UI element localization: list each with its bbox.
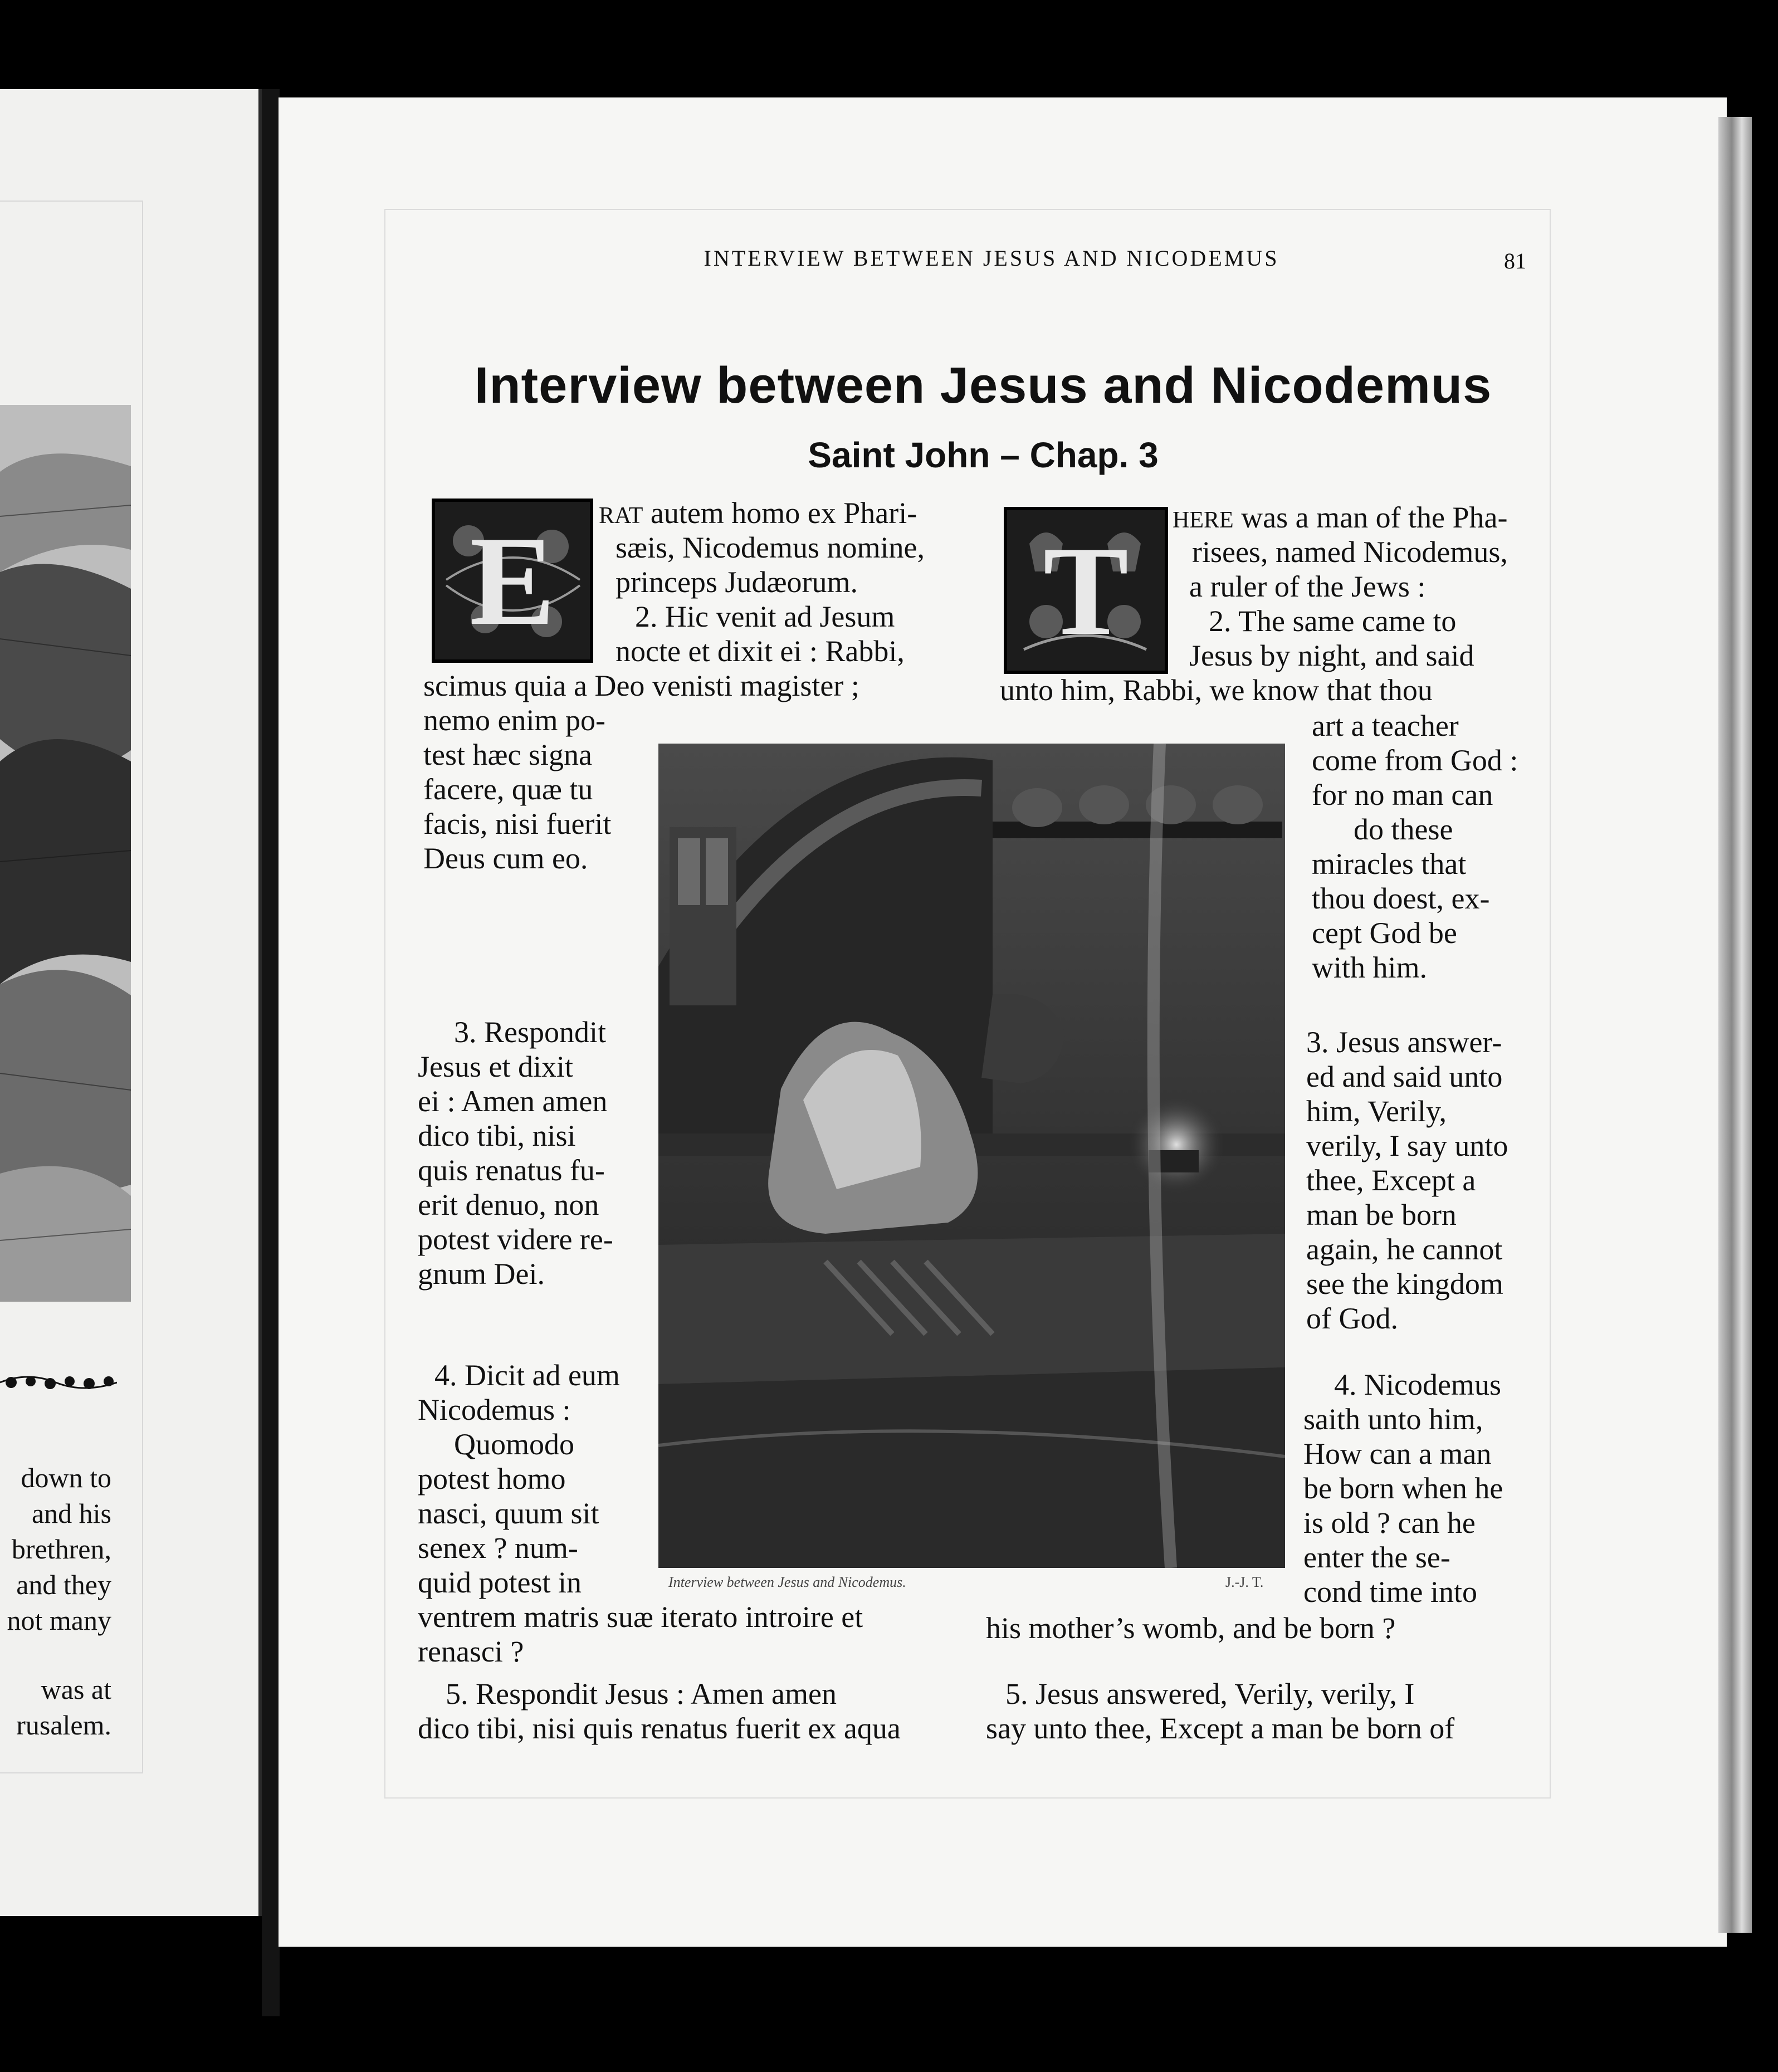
artist-signature: J.-J. T. [1225, 1574, 1264, 1590]
latin-line: Nicodemus : [418, 1393, 571, 1426]
latin-small-caps: RAT [599, 503, 643, 529]
latin-line: Quomodo [454, 1428, 574, 1461]
english-line: is old ? can he [1303, 1506, 1476, 1540]
page-title: Interview between Jesus and Nicodemus [474, 357, 1492, 414]
english-line: cept God be [1312, 916, 1457, 950]
english-line: thou doest, ex- [1312, 882, 1490, 915]
english-line: of God. [1306, 1302, 1398, 1335]
scan-top-margin [0, 0, 1778, 89]
page-number: 81 [1504, 248, 1526, 273]
english-line: him, Verily, [1306, 1094, 1447, 1128]
latin-line: renasci ? [418, 1635, 524, 1668]
latin-line: 5. Respondit Jesus : Amen amen [446, 1677, 837, 1711]
english-line: for no man can [1312, 778, 1493, 812]
english-line: a ruler of the Jews : [1189, 570, 1426, 603]
latin-drop-cap [432, 499, 593, 663]
english-line: Jesus by night, and said [1189, 639, 1474, 672]
latin-line: quis renatus fu- [418, 1154, 605, 1187]
latin-line: Jesus et dixit [418, 1050, 573, 1083]
left-facing-page [0, 89, 262, 1916]
latin-line: 4. Dicit ad eum [434, 1358, 620, 1392]
english-line: thee, Except a [1306, 1164, 1476, 1197]
page-subtitle: Saint John – Chap. 3 [808, 435, 1159, 475]
left-text-line: and they [16, 1569, 111, 1600]
latin-line: dico tibi, nisi quis renatus fuerit ex aqua [418, 1712, 901, 1745]
english-line: 5. Jesus answered, Verily, verily, I [1005, 1677, 1415, 1711]
english-line: 3. Jesus answer- [1306, 1025, 1502, 1059]
left-text-line: and his [31, 1498, 111, 1529]
english-line: 4. Nicodemus [1334, 1368, 1501, 1401]
english-line: again, he cannot [1306, 1233, 1503, 1266]
left-text-line: not many [7, 1605, 111, 1636]
english-line: miracles that [1312, 847, 1467, 881]
english-line: unto him, Rabbi, we know that thou [1000, 673, 1433, 707]
latin-line: facis, nisi fuerit [423, 807, 612, 840]
illustration-nicodemus [658, 744, 1285, 1568]
english-line: see the kingdom [1306, 1267, 1503, 1301]
left-text-line: was at [41, 1674, 111, 1705]
english-line: man be born [1306, 1198, 1457, 1232]
running-head: INTERVIEW BETWEEN JESUS AND NICODEMUS [704, 246, 1279, 271]
left-text-line: rusalem. [16, 1709, 111, 1741]
english-line: 2. The same came to [1209, 604, 1457, 638]
latin-initial-letter: E [470, 510, 555, 652]
latin-line: ei : Amen amen [418, 1084, 608, 1118]
latin-line: potest homo [418, 1462, 566, 1496]
left-text-line: down to [21, 1462, 111, 1493]
latin-line: potest videre re- [418, 1223, 613, 1256]
latin-line-text: autem homo ex Phari- [643, 496, 917, 530]
english-line: art a teacher [1312, 709, 1459, 742]
english-line: do these [1354, 813, 1453, 846]
english-line: come from God : [1312, 744, 1518, 777]
latin-line: 3. Respondit [454, 1015, 607, 1049]
latin-line: nasci, quum sit [418, 1497, 599, 1530]
english-drop-cap [1004, 507, 1168, 674]
latin-line: 2. Hic venit ad Jesum [635, 600, 895, 633]
latin-line: erit denuo, non [418, 1188, 599, 1221]
english-line-text: was a man of the Pha- [1233, 501, 1508, 534]
illustration-caption: Interview between Jesus and Nicodemus. [668, 1574, 906, 1590]
latin-line: quid potest in [418, 1566, 582, 1599]
english-line: enter the se- [1303, 1541, 1450, 1574]
english-line: cond time into [1303, 1575, 1477, 1609]
english-small-caps: HERE [1173, 507, 1234, 533]
landscape-engraving [0, 405, 131, 1302]
latin-line: test hæc signa [423, 738, 592, 771]
latin-line: dico tibi, nisi [418, 1119, 576, 1152]
latin-line: Deus cum eo. [423, 842, 588, 875]
latin-line [599, 496, 917, 533]
english-line: risees, named Nicodemus, [1192, 535, 1508, 569]
latin-line: sæis, Nicodemus nomine, [616, 531, 925, 564]
latin-line: nocte et dixit ei : Rabbi, [616, 634, 905, 668]
latin-line: ventrem matris suæ iterato introire et [418, 1600, 863, 1634]
latin-line: princeps Judæorum. [616, 565, 858, 599]
english-line: be born when he [1303, 1472, 1503, 1505]
left-page-frame [0, 201, 143, 1773]
page-edge-shadow [1718, 117, 1752, 1933]
english-initial-letter: T [1043, 519, 1129, 662]
latin-line: scimus quia a Deo venisti magister ; [423, 669, 859, 702]
illustration-image [658, 744, 1285, 1568]
latin-line: facere, quæ tu [423, 773, 593, 806]
english-line: his mother’s womb, and be born ? [986, 1611, 1396, 1645]
latin-line: nemo enim po- [423, 703, 605, 737]
book-gutter [262, 89, 280, 2016]
grapevine-ornament [0, 1366, 117, 1399]
english-line: saith unto him, [1303, 1402, 1483, 1436]
english-line: verily, I say unto [1306, 1129, 1508, 1162]
english-line [1173, 500, 1508, 537]
left-text-line: brethren, [11, 1533, 111, 1565]
english-line: ed and said unto [1306, 1060, 1503, 1093]
english-line: How can a man [1303, 1437, 1492, 1470]
latin-line: gnum Dei. [418, 1257, 545, 1291]
latin-line: senex ? num- [418, 1531, 578, 1565]
english-line: say unto thee, Except a man be born of [986, 1712, 1455, 1745]
english-line: with him. [1312, 951, 1428, 984]
